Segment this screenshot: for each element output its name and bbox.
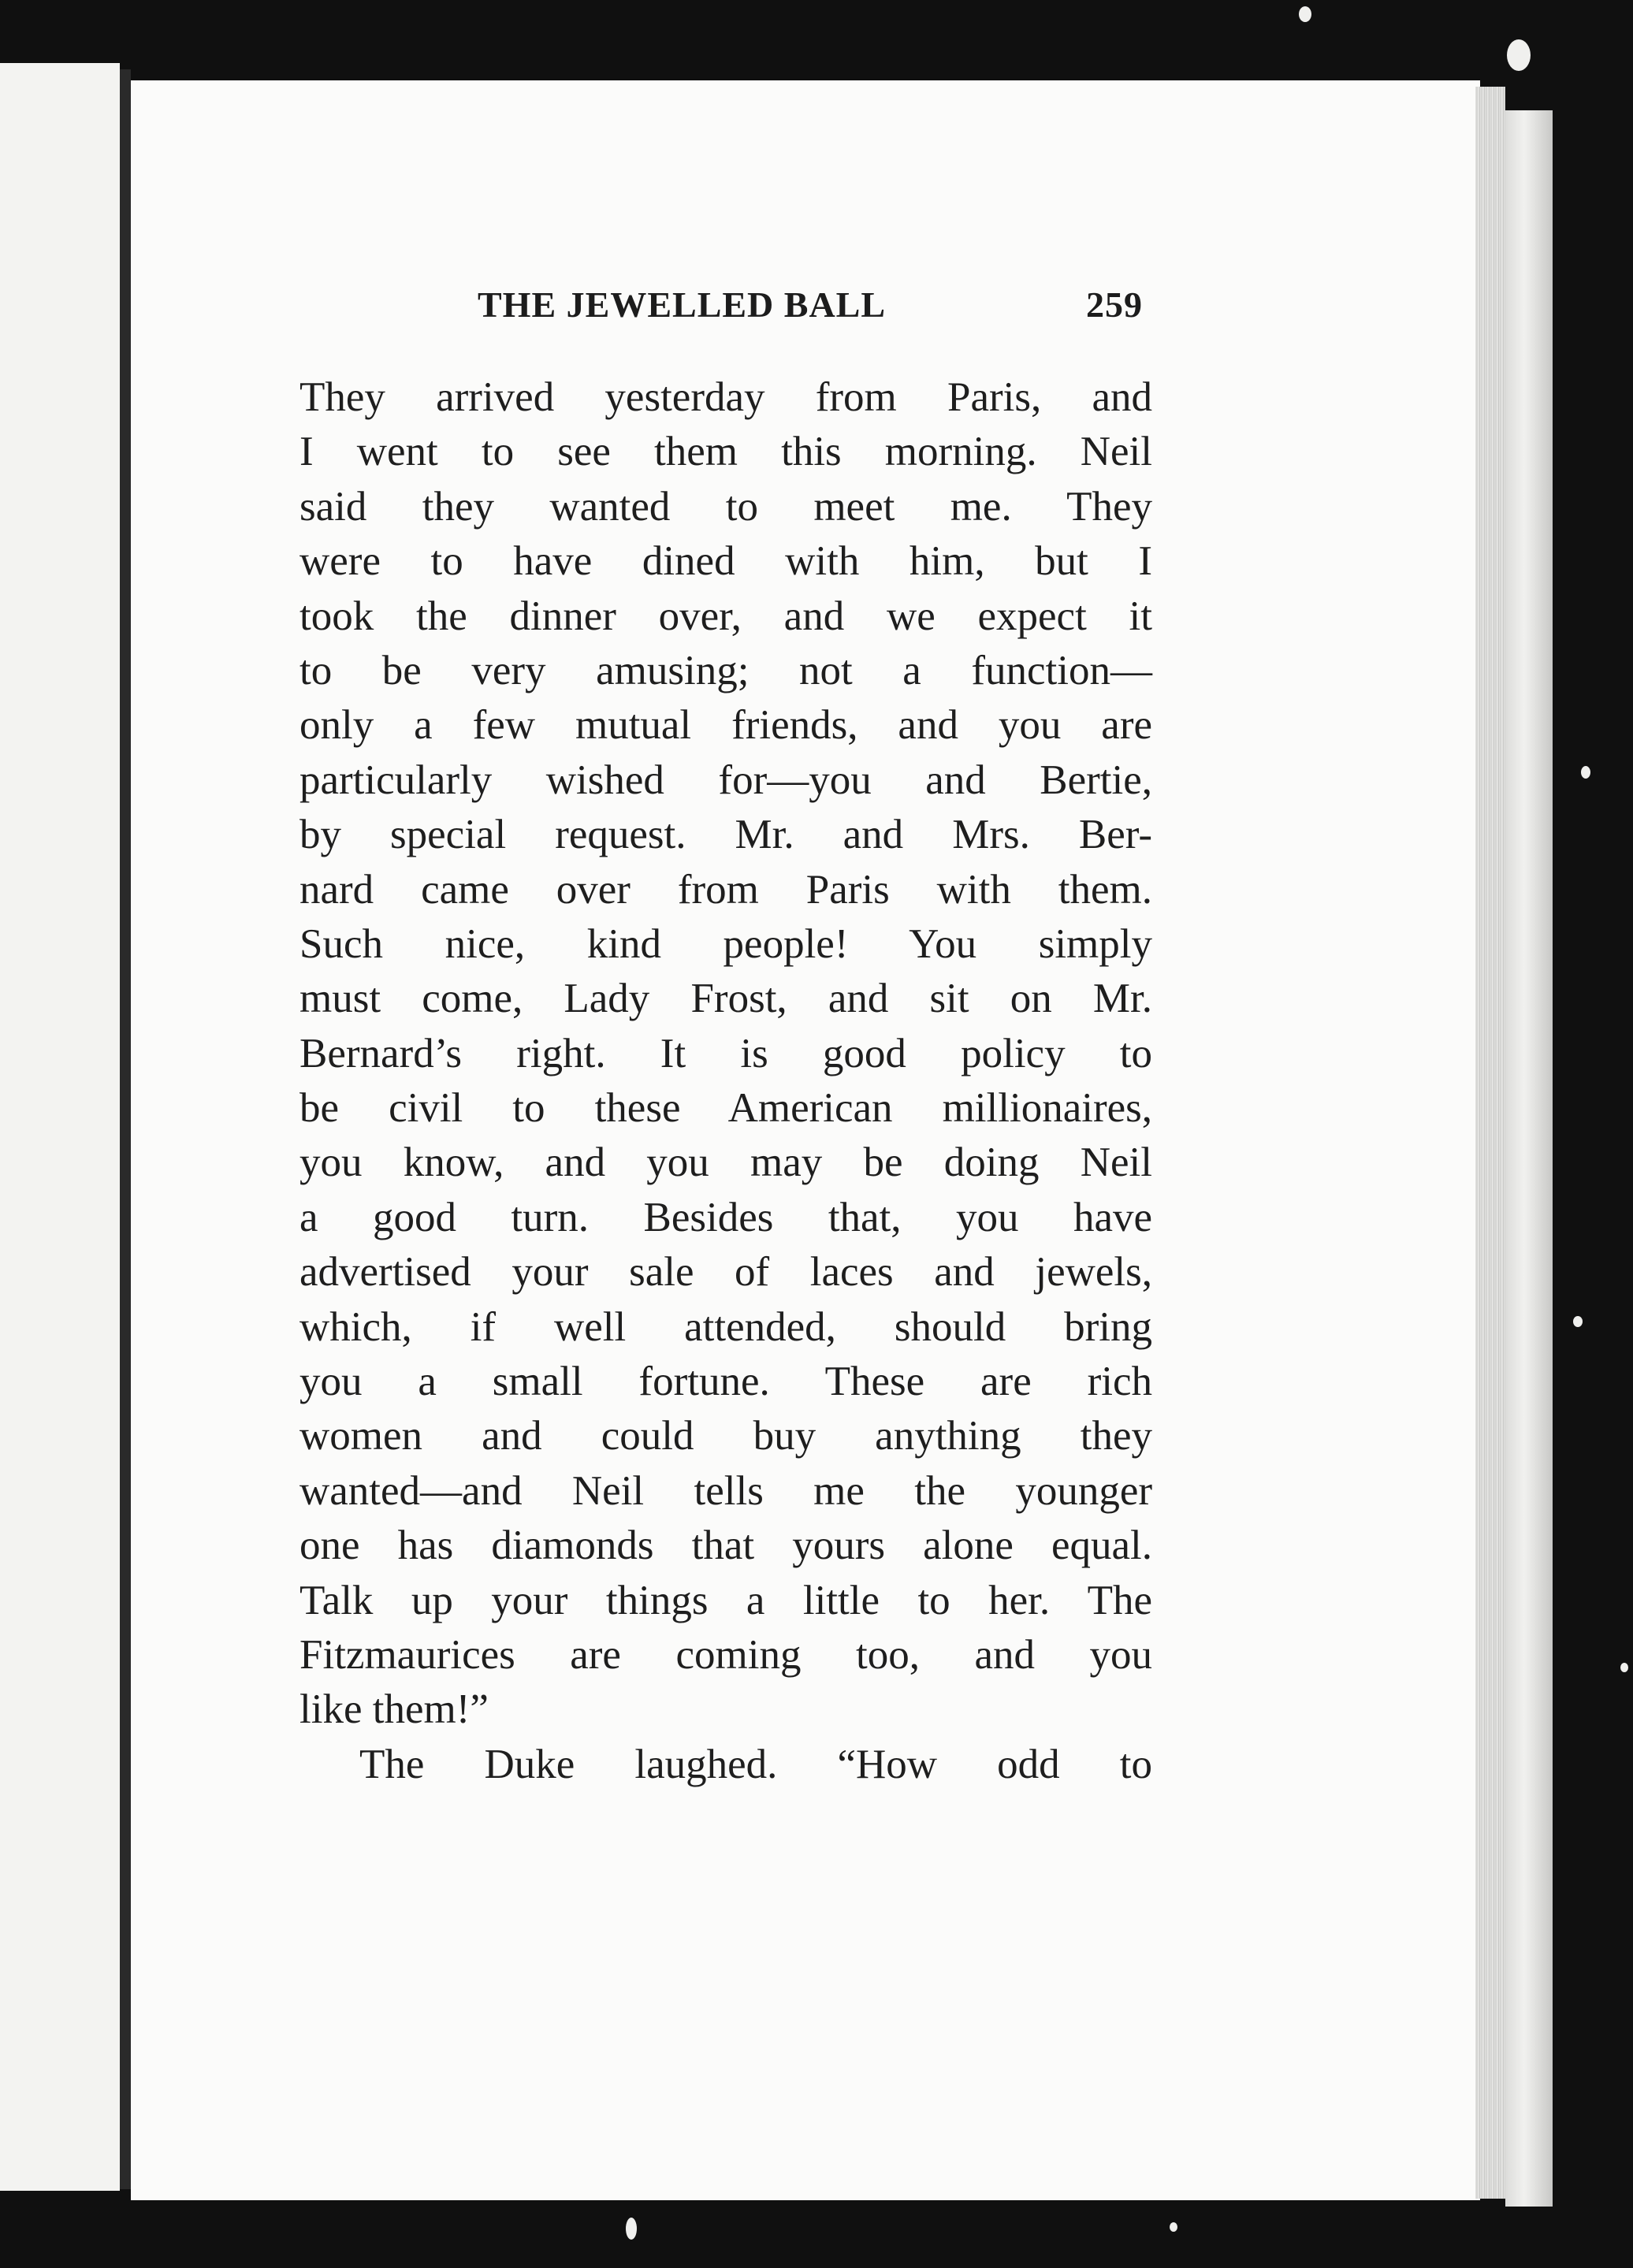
text-line: be civil to these American millionaires, bbox=[299, 1085, 1152, 1132]
text-line: to be very amusing; not a function— bbox=[299, 647, 1152, 693]
text-line: took the dinner over, and we expect it bbox=[299, 593, 1152, 639]
text-line: They arrived yesterday from Paris, and bbox=[299, 374, 1152, 420]
text-line: by special request. Mr. and Mrs. Ber- bbox=[299, 812, 1152, 858]
dust-speck bbox=[626, 2218, 637, 2240]
text-line: The Duke laughed. “How odd to bbox=[359, 1741, 1152, 1787]
text-line: particularly wished for—you and Bertie, bbox=[299, 757, 1152, 803]
page-number: 259 bbox=[1086, 284, 1143, 325]
text-line: like them!” bbox=[299, 1686, 489, 1733]
running-head bbox=[478, 284, 1143, 339]
text-line: you a small fortune. These are rich bbox=[299, 1359, 1152, 1405]
dust-speck bbox=[1573, 1316, 1583, 1327]
text-line: Talk up your things a little to her. The bbox=[299, 1577, 1152, 1623]
text-line: I went to see them this morning. Neil bbox=[299, 429, 1152, 475]
running-head-title: THE JEWELLED BALL bbox=[478, 284, 887, 325]
text-line: advertised your sale of laces and jewels, bbox=[299, 1249, 1152, 1296]
page-fore-edge bbox=[1475, 87, 1505, 2199]
book-cover-edge bbox=[1505, 110, 1553, 2207]
dust-speck bbox=[1581, 766, 1590, 779]
text-line: must come, Lady Frost, and sit on Mr. bbox=[299, 976, 1152, 1022]
text-line: Fitzmaurices are coming too, and you bbox=[299, 1631, 1152, 1678]
text-line: Such nice, kind people! You simply bbox=[299, 920, 1152, 967]
dust-speck bbox=[1507, 39, 1531, 71]
text-line: only a few mutual friends, and you are bbox=[299, 702, 1152, 749]
text-line: were to have dined with him, but I bbox=[299, 538, 1152, 585]
dust-speck bbox=[1620, 1663, 1628, 1672]
text-line: women and could buy anything they bbox=[299, 1413, 1152, 1459]
text-line: a good turn. Besides that, you have bbox=[299, 1194, 1152, 1240]
text-line: said they wanted to meet me. They bbox=[299, 483, 1152, 530]
text-line: wanted—and Neil tells me the younger bbox=[299, 1467, 1152, 1514]
text-line: Bernard’s right. It is good policy to bbox=[299, 1030, 1152, 1076]
text-line: nard came over from Paris with them. bbox=[299, 866, 1152, 913]
dust-speck bbox=[1170, 2222, 1177, 2232]
text-line: which, if well attended, should bring bbox=[299, 1303, 1152, 1350]
dust-speck bbox=[1299, 6, 1311, 22]
text-line: one has diamonds that yours alone equal. bbox=[299, 1523, 1152, 1569]
text-line: you know, and you may be doing Neil bbox=[299, 1140, 1152, 1186]
body-text bbox=[299, 370, 1152, 1792]
page-gutter bbox=[120, 69, 131, 2189]
facing-page-edge bbox=[0, 63, 120, 2191]
